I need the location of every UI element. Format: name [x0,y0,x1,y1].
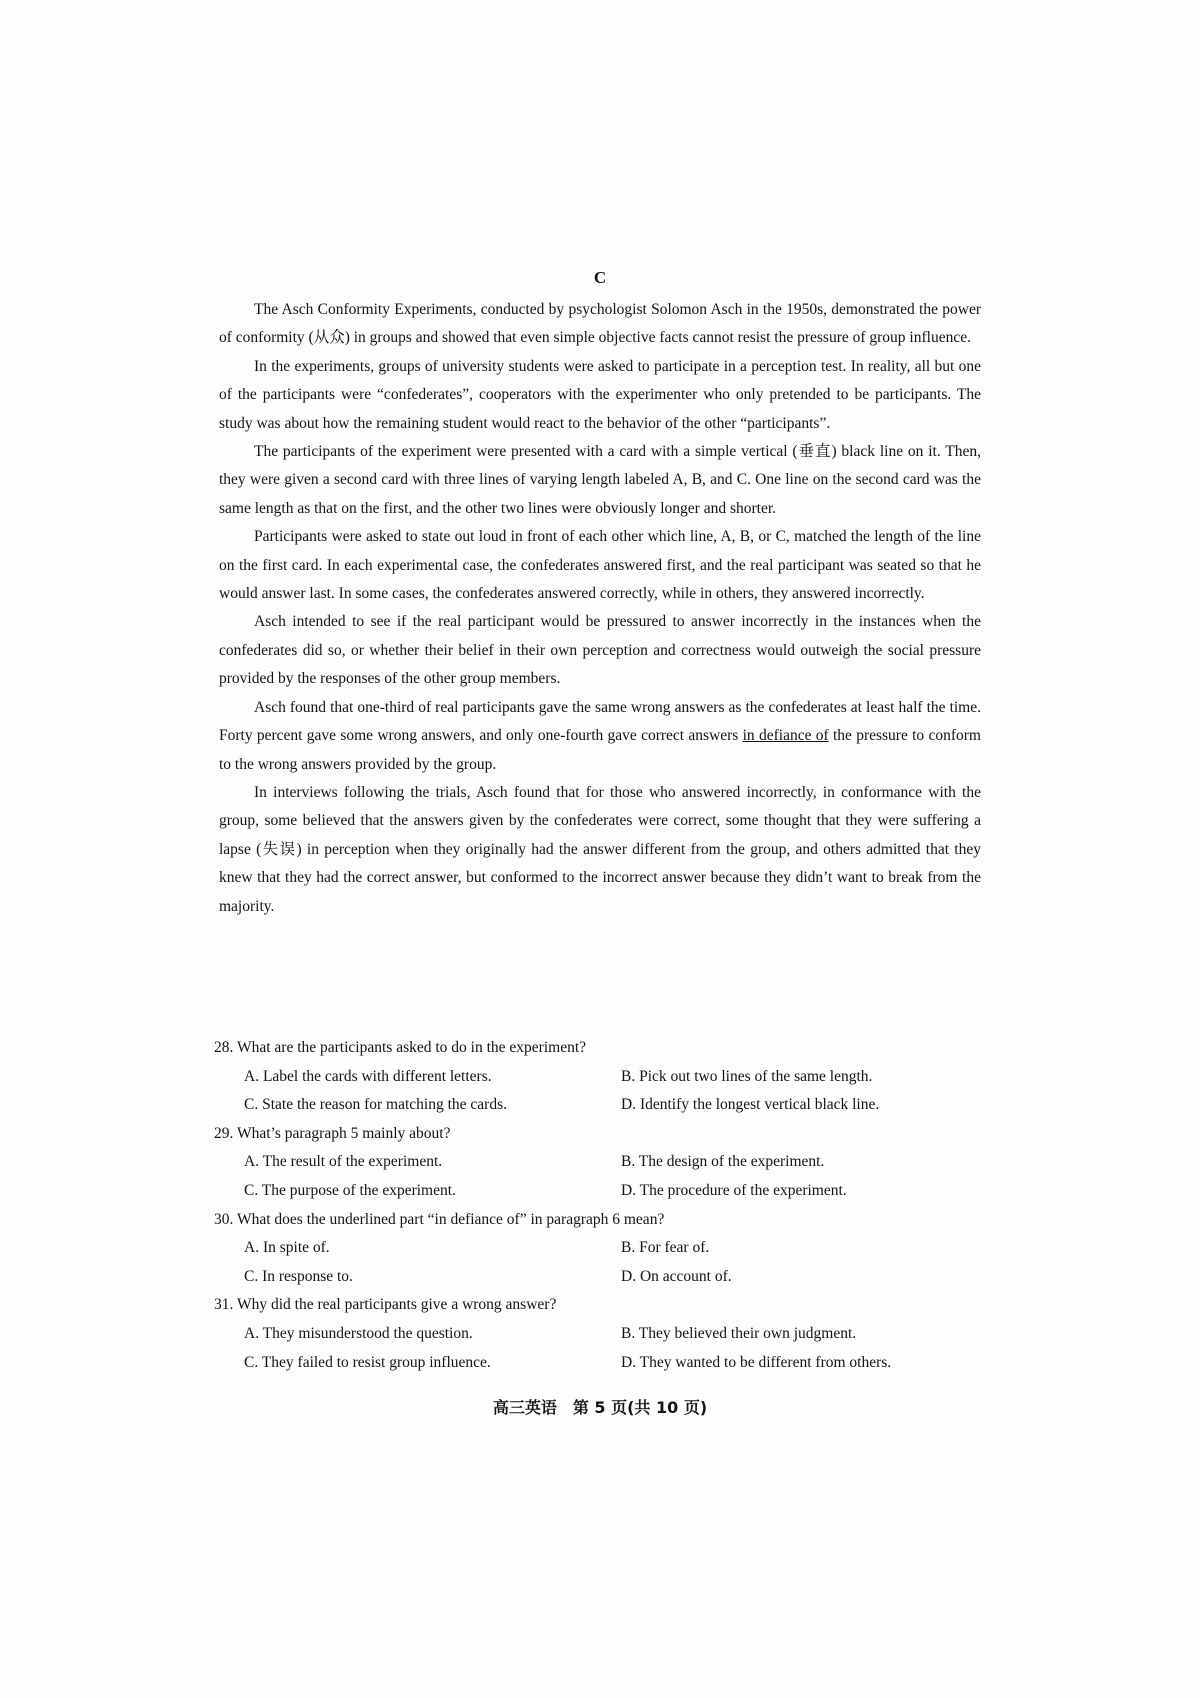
paragraph-text: The Asch Conformity Experiments, conducted by psychologist Solomon Asch in the 1950s, demonstrated the power of conformity (从众) in groups and showed that even simple objective facts cannot resist the pressure of group influence. [219,301,981,347]
option-b: B. They believed their own judgment. [621,1324,857,1342]
paragraph-text: Asch found that one-third of real participants gave the same wrong answers as the confederates at least half the time. Forty percent gave some wrong answers, and only one-fourth gave correct answers [219,698,981,745]
passage-paragraph-7 [219,779,981,921]
option-grid [214,1063,984,1120]
question-28 [214,1034,984,1120]
option-a: A. In spite of. [244,1239,330,1257]
passage-paragraph-1 [219,296,981,353]
option-a: A. Label the cards with different letters. [244,1067,492,1085]
option-d: D. The procedure of the experiment. [621,1181,847,1199]
question-list [214,1034,984,1377]
question-stem: 28. What are the participants asked to do in the experiment? [214,1039,587,1056]
option-d: D. Identify the longest vertical black line. [621,1096,880,1114]
option-a: A. They misunderstood the question. [244,1324,473,1342]
option-a: A. The result of the experiment. [244,1153,443,1171]
question-31 [214,1291,984,1377]
paragraph-text: In the experiments, groups of university students were asked to participate in a perception test. In reality, all but one of the participants were “confederates”, cooperators with the experimenter who only pretended to be participants. The study was about how the remaining student would react to the behavior of the other “participants”. [219,357,981,432]
paragraph-text-continued: the pressure to conform to the wrong answers provided by the group. [219,727,981,773]
passage-paragraph-3 [219,438,981,523]
option-d: D. On account of. [621,1267,732,1285]
option-c: C. In response to. [244,1267,353,1285]
option-c: C. They failed to resist group influence. [244,1353,491,1371]
passage-paragraph-4 [219,523,981,608]
option-c: C. The purpose of the experiment. [244,1181,456,1199]
passage-paragraph-2 [219,353,981,438]
option-d: D. They wanted to be different from others. [621,1353,892,1371]
underlined-phrase: in defiance of [742,727,829,745]
passage-paragraph-6 [219,694,981,779]
question-30 [214,1206,984,1292]
section-heading: C [593,268,607,287]
question-stem: 31. Why did the real participants give a wrong answer? [214,1296,557,1314]
paragraph-text: Participants were asked to state out loud in front of each other which line, A, B, or C, matched the length of the line on the first card. In each experimental case, the confederates answered first, and the real participant was seated so that he would answer last. In some cases, the confederates answered correctly, while in others, they answered incorrectly. [219,528,981,603]
reading-passage [219,296,981,921]
question-stem: 29. What’s paragraph 5 mainly about? [214,1124,451,1142]
option-grid [214,1234,984,1291]
paragraph-text: The participants of the experiment were presented with a card with a simple vertical (垂直) black line on it. Then, they were given a second card with three lines of varying length labeled A, B, and C. One line on the second card was the same length as that on the first, and the other two lines were obviously longer and shorter. [219,443,981,517]
option-c: C. State the reason for matching the cards. [244,1096,507,1114]
option-b: B. Pick out two lines of the same length. [621,1067,873,1085]
question-29 [214,1120,984,1206]
option-b: B. For fear of. [621,1239,710,1257]
question-stem: 30. What does the underlined part “in defiance of” in paragraph 6 mean? [214,1210,665,1228]
page-footer: 高三英语 第 5 页(共 10 页) [492,1398,708,1417]
paragraph-text: In interviews following the trials, Asch found that for those who answered incorrectly, in conformance with the group, some believed that the answers given by the confederates were correct, some thought that they were suffering a lapse (失误) in perception when they originally had the answer different from the group, and others admitted that they knew that they had the correct answer, but conformed to the incorrect answer because they didn’t want to break from the majority. [219,783,981,915]
option-grid [214,1148,984,1205]
paragraph-text: Asch intended to see if the real participant would be pressured to answer incorrectly in the instances when the confederates did so, or whether their belief in their own perception and correctness would outweigh the social pressure provided by the responses of the other group members. [219,613,981,688]
passage-paragraph-5 [219,608,981,693]
option-b: B. The design of the experiment. [621,1153,825,1171]
option-grid [214,1320,984,1377]
